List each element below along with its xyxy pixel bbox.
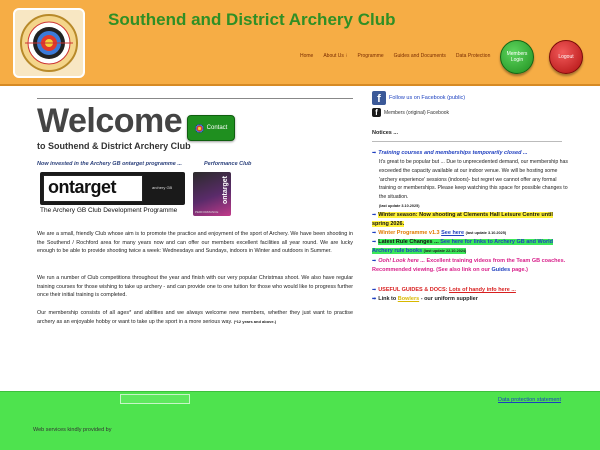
- notice-training-closed: ➡ Training courses and memberships temporarily closed ...: [372, 150, 528, 156]
- facebook-icon: f: [372, 91, 386, 105]
- competitions-paragraph: We run a number of Club competitions throughout the year and finish with our very popular Christmas shoot. We also have regular training courses for those wishing to take up archery - and can provide one to one tuition for those who would like to progress further once their initial training is completed.: [37, 275, 353, 299]
- training-videos-link[interactable]: Ooh! Look here ...: [378, 258, 425, 264]
- notice-winter-programme: ➡ Winter Programme v1.3 See here (last update 3.10.2025): [372, 230, 507, 236]
- chevron-down-icon: ⁝: [345, 53, 348, 59]
- notice-training-body: It's great to be popular but ... Due to unprecedented demand, our membership has exceeded the capacity available at our indoor venue. We will be hosting some 'archery experience' sessions (indoors)- but regret we cannot offer any formal training or memberships. Please keep watching this space for possible changes to the situation. (last update 3.10.2025): [379, 159, 569, 208]
- footer-credit: Web services kindly provided by: [33, 427, 112, 433]
- page-subtitle: to Southend & District Archery Club: [37, 141, 191, 151]
- nav-programme[interactable]: Programme: [357, 53, 384, 59]
- notice-uniform-supplier: ➡ Link to Bowlers - our uniform supplier: [372, 296, 478, 302]
- notice-winter-season: ➡ Winter season: Now shooting at Clements Hall Leisure Centre until spring 2026.: [372, 212, 553, 227]
- logout-button[interactable]: Logout: [549, 40, 583, 74]
- arrow-right-icon: ➡: [372, 212, 377, 218]
- ontarget-wordmark: ontarget: [48, 177, 116, 197]
- arrow-right-icon: ➡: [372, 287, 377, 293]
- arrow-right-icon: ➡: [372, 239, 377, 245]
- performance-club-label: Performance Club: [204, 161, 252, 167]
- divider: [372, 141, 562, 142]
- page-title: Welcome: [37, 102, 183, 140]
- footer-image-placeholder: [120, 394, 190, 404]
- club-logo[interactable]: [13, 8, 85, 78]
- facebook-icon: f: [372, 108, 381, 117]
- data-protection-link[interactable]: Data protection statement: [498, 397, 561, 403]
- intro-paragraph: We are a small, friendly Club whose aim is to promote the practice and enjoyment of the sport of Archery. We have been shooting in the Southend / Rochford area for many years now and can offer our members excellent facilities all year round. We are lucky enough to be able to provide shooting twice a week: Wednesdays and Sundays, indoors in Winter and outdoors in Summer.: [37, 231, 353, 255]
- notice-training-videos: ➡ Ooh! Look here ... Excellent training videos from the Team GB coaches. Recommended viewing. (See also link on our Guides page.): [372, 258, 566, 273]
- site-header: [0, 0, 600, 86]
- rule-books-link[interactable]: See here for links to Archery GB and World Archery rule books: [372, 239, 554, 254]
- main-nav: [300, 53, 500, 59]
- arrow-right-icon: ➡: [372, 150, 377, 156]
- bowlers-link[interactable]: Bowlers: [397, 296, 420, 302]
- facebook-members-link[interactable]: [372, 108, 449, 117]
- contact-button[interactable]: [187, 115, 235, 141]
- ontarget-intro: Now invested in the Archery GB ontarget programme ...: [37, 161, 182, 167]
- update-note: (last update 3.10.2025): [379, 203, 420, 208]
- members-login-button[interactable]: Members Login: [500, 40, 534, 74]
- guides-link[interactable]: Guides: [491, 266, 511, 273]
- performance-club-logo[interactable]: [193, 172, 231, 216]
- age-note: (*12 years and above.): [233, 318, 277, 324]
- facebook-members-label: Members (original) Facebook: [384, 109, 450, 116]
- nav-about-us[interactable]: [323, 53, 347, 59]
- site-title: Southend and District Archery Club: [108, 10, 396, 29]
- notices-heading: Notices ...: [372, 130, 398, 136]
- arrow-right-icon: ➡: [372, 258, 377, 264]
- ontarget-logo[interactable]: [40, 172, 185, 205]
- nav-data-protection[interactable]: Data Protection: [455, 53, 491, 59]
- nav-guides[interactable]: Guides and Documents: [393, 53, 446, 59]
- arrow-right-icon: ➡: [372, 230, 377, 236]
- nav-about-us-label: About Us: [323, 53, 344, 59]
- arrow-right-icon: ➡: [372, 296, 377, 302]
- winter-programme-link[interactable]: See here: [441, 230, 465, 236]
- facebook-public-link[interactable]: [372, 91, 465, 105]
- nav-home[interactable]: Home: [300, 53, 314, 59]
- club-crest-icon: [15, 10, 83, 76]
- notice-useful-guides: ➡ USEFUL GUIDES & DOCS: Lots of handy info here ...: [372, 287, 516, 293]
- divider: [37, 98, 353, 99]
- ontarget-caption: The Archery GB Club Development Programme: [40, 207, 178, 214]
- membership-paragraph: [37, 309, 353, 326]
- useful-guides-link[interactable]: Lots of handy info here ...: [449, 287, 516, 293]
- membership-text: Our membership consists of all ages* and abilities and we always welcome new members, whether they just want to practise archery as an enjoyable hobby or want to take up the sport in a more serious way.: [37, 310, 353, 325]
- site-footer: [0, 391, 600, 450]
- archery-gb-mark: archery GB: [152, 185, 173, 190]
- contact-label: Contact: [206, 125, 228, 131]
- performance-wordmark: ontarget: [222, 176, 229, 204]
- notice-rule-changes: ➡ Latest Rule Changes ... See here for links to Archery GB and World Archery rule books (last update 22.10.2024): [372, 239, 554, 254]
- target-icon: [195, 124, 204, 133]
- performance-word: PERFORMANCE: [195, 210, 219, 214]
- facebook-public-label: Follow us on Facebook (public): [389, 95, 466, 101]
